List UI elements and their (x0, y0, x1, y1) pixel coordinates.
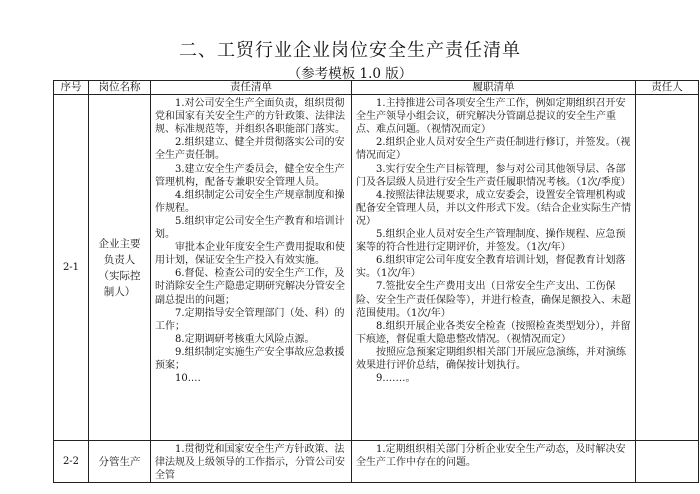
duties-list (151, 441, 351, 482)
duty-item: 9.组织制定实施生产安全事故应急救援预案； (155, 346, 345, 371)
duty-item: 3.建立安全生产委员会，健全安全生产管理机构，配备专兼职安全管理人员。 (155, 163, 345, 188)
duty-item: 2.组织建立、健全并贯彻落实公司的安全生产责任制。 (155, 137, 345, 162)
duty-item: 4.组织制定公司安全生产规章制度和操作规程。 (155, 189, 345, 214)
table-row (54, 95, 699, 441)
row-post-label: 分管生产 (98, 455, 141, 468)
performance-item: 2.组织企业人员对安全生产责任制进行修订，并签发。（视情况而定） (356, 137, 631, 162)
performance-item: 9.……。 (376, 373, 416, 385)
table-row (54, 441, 699, 483)
duty-item: 8.定期调研考核重大风险点源。 (175, 333, 315, 345)
page-subtitle: （参考模板 1.0 版） (287, 66, 413, 82)
row-post (89, 95, 151, 441)
performance-item: 8.组织开展企业各类安全检查（按照检查类型划分），并留下痕迹，督促重大隐患整改情况。（视情况而定） (356, 320, 631, 345)
header-duties: 责任清单 (151, 81, 352, 95)
performance-list (352, 441, 635, 469)
performance-list (352, 95, 635, 385)
performance-item: 5.组织企业人员对安全生产管理制度、操作规程、应急预案等的符合性进行定期评价，并签发。（1次/年） (356, 229, 626, 254)
duty-item: 1.贯彻党和国家安全生产方针政策、法律法规及上级领导的工作指示，分管公司安全管 (155, 444, 345, 482)
table-header-row (54, 81, 699, 95)
duty-item: 6.督促、检查公司的安全生产工作，及时消除安全生产隐患定期研究解决分管安全副总提出的问题； (155, 268, 345, 306)
row-performance (352, 95, 636, 441)
row-post-label: 企业主要负责人（实际控制人） (98, 237, 141, 298)
duty-item: 7.定期指导安全管理部门（处、科）的工作； (155, 307, 345, 332)
header-post: 岗位名称 (89, 81, 151, 95)
header-no: 序号 (54, 81, 89, 95)
performance-item: 1.定期组织相关部门分析企业安全生产动态，及时解决安全生产工作中存在的问题。 (356, 444, 626, 469)
row-responsible (636, 441, 699, 483)
performance-item: 4.按照法律法规要求，成立安委会，设置安全管理机构或配备安全管理人员，并以文件形式下发。（结合企业实际生产情况） (356, 189, 631, 227)
duty-item: 10.… (175, 373, 201, 385)
row-duties (151, 95, 352, 441)
performance-item: 7.签批安全生产费用支出（日常安全生产支出、工伤保险、安全生产责任保险等），并进行检查，确保足额投入、未超范围使用。（1次/年） (356, 281, 631, 319)
performance-item: 1.主持推进公司各项安全生产工作，例如定期组织召开安全生产领导小组会议，研究解决分管副总提议的安全生产重点、难点问题。（视情况而定） (356, 98, 626, 136)
row-performance (352, 441, 636, 483)
performance-item: 6.组织审定公司年度安全教育培训计划，督促教育计划落实。（1次/年） (356, 255, 626, 280)
header-responsible: 责任人 (636, 81, 699, 95)
duty-item: 1.对公司安全生产全面负责，组织贯彻党和国家有关安全生产的方针政策、法律法规、标准规范等，并组织各职能部门落实。 (155, 98, 345, 136)
row-no: 2-1 (54, 95, 89, 441)
row-duties (151, 441, 352, 483)
performance-item: 按照应急预案定期组织相关部门开展应急演练，并对演练效果进行评价总结，确保按计划执行。 (356, 346, 626, 371)
duty-item: 5.组织审定公司安全生产教育和培训计划。 (155, 215, 345, 241)
header-performance: 履职清单 (352, 81, 636, 95)
duty-item: 审批本企业年度安全生产费用提取和使用计划，保证安全生产投入有效实施。 (155, 242, 345, 267)
row-post (89, 441, 151, 483)
responsibility-table (53, 80, 699, 483)
row-no: 2-2 (54, 441, 89, 483)
performance-item: 3.实行安全生产目标管理，参与对公司其他领导层、各部门及各层级人员进行安全生产责任履职情况考核。（1次/季度） (356, 163, 631, 188)
page-title: 二、工贸行业企业岗位安全生产责任清单 (179, 40, 521, 61)
row-responsible (636, 95, 699, 441)
duties-list (151, 95, 351, 385)
